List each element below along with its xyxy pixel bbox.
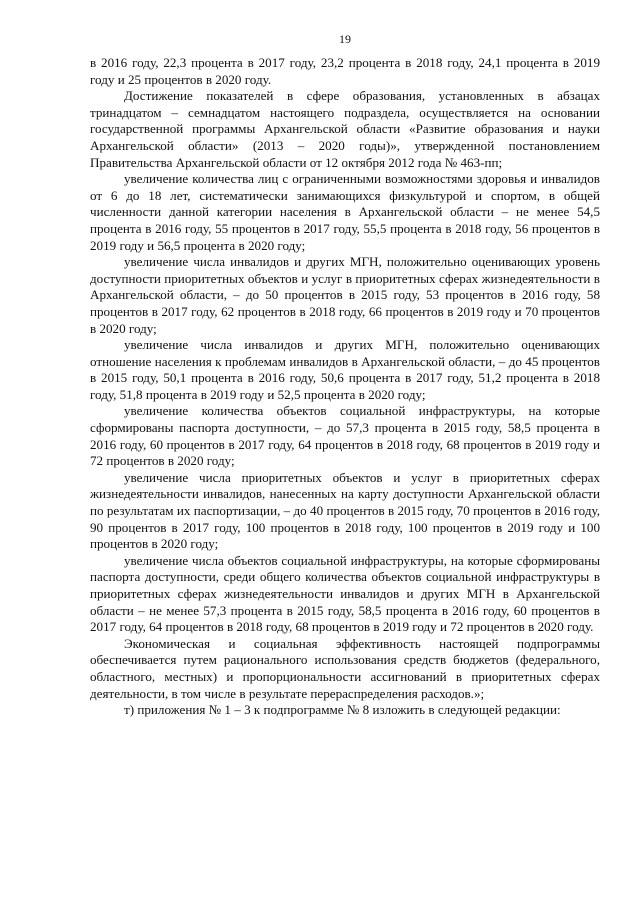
paragraph-continuation: в 2016 году, 22,3 процента в 2017 году, 23,2 процента в 2018 году, 24,1 процента в 2019 году и 25 процентов в 2020 году. [90,55,600,87]
paragraph-education-indicators: Достижение показателей в сфере образования, установленных в абзацах тринадцатом – семнадцатом настоящего подраздела, осуществляется на основании государственной программы Архангельской области «Развитие образования и науки Архангельской области» (2013 – 2020 годы)», утвержденной постановлением Правительства Архангельской области от 12 октября 2012 года № 463-пп; [90,88,600,170]
paragraph-accessibility-indicator: увеличение числа инвалидов и других МГН, положительно оценивающих уровень доступности приоритетных объектов и услуг в приоритетных сферах жизнедеятельности в Архангельской области, – до 50 процентов в 2015 году, 53 процентов в 2016 году, 58 процентов в 2017 году, 62 процентов в 2018 году, 66 процентов в 2019 году и 70 процентов в 2020 году; [90,254,600,336]
paragraph-infrastructure-indicator: увеличение числа объектов социальной инфраструктуры, на которые сформированы паспорта доступности, среди общего количества объектов социальной инфраструктуры в приоритетных сферах жизнедеятельности инвалидов и других МГН в Архангельской области – не менее 57,3 процента в 2015 году, 58,5 процента в 2016 году, 60 процентов в 2017 году, 64 процентов в 2018 году, 68 процентов в 2019 году и 72 процентов в 2020 году. [90,552,600,635]
paragraph-passports-indicator: увеличение количества объектов социальной инфраструктуры, на которые сформированы паспорта доступности, – до 57,3 процента в 2015 году, 58,5 процента в 2016 году, 60 процентов в 2017 году, 64 процентов в 2018 году, 68 процентов в 2019 году и 72 процентов в 2020 году; [90,403,600,469]
page-number: 19 [339,32,351,46]
paragraph-attitude-indicator: увеличение числа инвалидов и других МГН, положительно оценивающих отношение населения к проблемам инвалидов в Архангельской области, – до 45 процентов в 2015 году, 50,1 процента в 2016 году, 50,6 процента в 2017 году, 51,2 процента в 2018 году, 51,8 процента в 2019 году и 52,5 процента в 2020 году; [90,337,600,402]
paragraph-map-indicator: увеличение числа приоритетных объектов и услуг в приоритетных сферах жизнедеятельности инвалидов, нанесенных на карту доступности Архангельской области по результатам их паспортизации, – до 40 процентов в 2015 году, 70 процентов в 2016 году, 90 процентов в 2017 году, 100 процентов в 2018 году, 100 процентов в 2019 году и 100 процентов в 2020 году; [90,469,600,552]
paragraph-efficiency: Экономическая и социальная эффективность настоящей подпрограммы обеспечивается путем рационального использования средств бюджетов (федерального, областного, местных) и пропорциональности ассигнований в приоритетных сферах деятельности, в том числе в результате перераспределения расходов.»; [90,635,600,701]
paragraph-appendix-instruction: т) приложения № 1 – 3 к подпрограмме № 8 изложить в следующей редакции: [124,702,561,718]
paragraph-sports-indicator: увеличение количества лиц с ограниченными возможностями здоровья и инвалидов от 6 до 18 лет, систематически занимающихся физкультурой и спортом, в общей численности данной категории населения в Архангельской области – не менее 54,5 процента в 2016 году, 55 процентов в 2017 году, 55,5 процента в 2018 году, 56 процентов в 2019 году и 56,5 процента в 2020 году; [90,171,600,253]
